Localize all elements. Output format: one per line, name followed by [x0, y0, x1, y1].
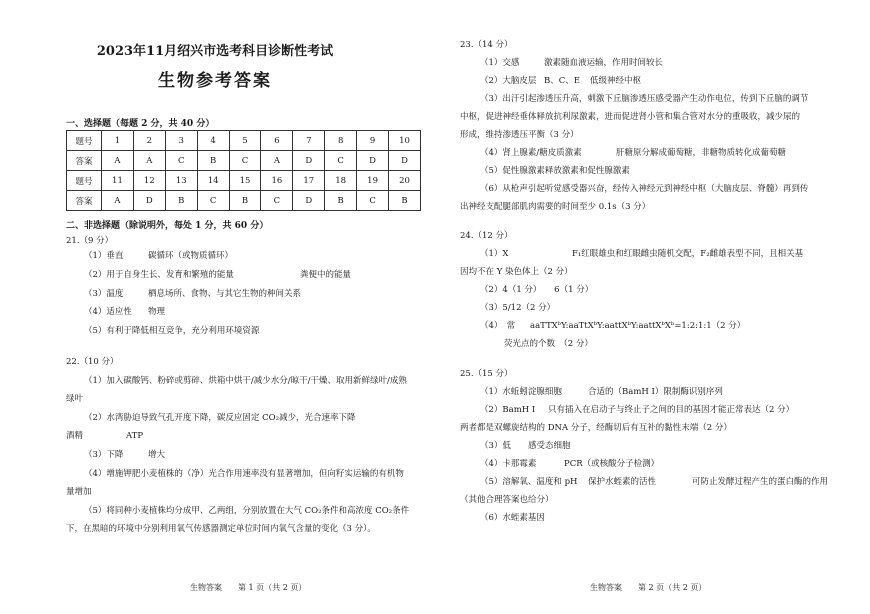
q21-1a: （1）垂直	[84, 251, 124, 261]
answer-table-cell: A	[133, 151, 165, 171]
answer-table-cell: 4	[197, 131, 229, 151]
answer-table-cell: 15	[229, 171, 261, 191]
answer-table-cell: C	[357, 191, 389, 211]
q23-5: （5）促性腺激素释放激素和促性腺激素	[480, 166, 630, 176]
answer-table-cell: D	[293, 151, 325, 171]
q25-2c: 两者都是双螺旋结构的 DNA 分子，经酶切后有互补的黏性末端（2 分）	[460, 423, 732, 433]
q21-3a: （3）温度	[84, 289, 124, 299]
answer-table-cell: 11	[102, 171, 134, 191]
section-nonchoice-heading: 二、非选择题（除说明外，每处 1 分，共 60 分）	[66, 221, 269, 231]
q22-heading: 22.（10 分）	[66, 357, 119, 367]
q23-6a: （6）从枪声引起听觉感受器兴奋，经传入神经元到神经中枢（大脑皮层、脊髓）再到传	[480, 184, 809, 194]
answer-table-cell: 7	[293, 131, 325, 151]
q23-3a: （3）出汗引起渗透压升高，刺激下丘脑渗透压感受器产生动作电位，传到下丘脑的调节	[480, 94, 809, 104]
q25-4b: PCR（或核酸分子检测）	[564, 459, 660, 469]
answer-table-cell: B	[165, 191, 197, 211]
answer-table-cell: 9	[357, 131, 389, 151]
q21-1b: 碳循环（或物质循环）	[148, 251, 234, 261]
answer-table-cell: D	[357, 151, 389, 171]
answer-table-cell: 18	[325, 171, 357, 191]
q23-1b: 激素随血液运输，作用时间较长	[544, 58, 664, 68]
q25-5c: 可防止发酵过程产生的蛋白酶的作用	[692, 477, 829, 487]
answer-table-cell: C	[229, 151, 261, 171]
q22-1b: 绿叶	[66, 394, 84, 404]
section-choice-heading: 一、选择题（每题 2 分，共 40 分）	[66, 119, 215, 129]
answer-table-cell: B	[389, 191, 421, 211]
left-page	[0, 0, 430, 614]
q23-2a: （2）大脑皮层	[480, 76, 537, 86]
answer-table-cell: A	[102, 151, 134, 171]
answer-table-cell: 10	[389, 131, 421, 151]
answer-table-cell: 19	[357, 171, 389, 191]
answer-table-cell: 6	[261, 131, 293, 151]
answer-table-cell: D	[293, 191, 325, 211]
q24-1b: F₁红眼雄虫和红眼雌虫随机交配，F₂雌雄表型不同，且相关基	[572, 249, 804, 259]
answer-table-cell: B	[197, 151, 229, 171]
q21-4b: 物理	[148, 307, 166, 317]
q21-2b: 粪便中的能量	[300, 270, 352, 280]
q22-3a: （3）下降	[84, 450, 124, 460]
answer-table-cell: 1	[102, 131, 134, 151]
q22-4b: 量增加	[66, 487, 92, 497]
answer-table-cell: D	[133, 191, 165, 211]
q22-4a: （4）增施钾肥小麦植株的（净）光合作用速率没有显著增加，但向籽实运输的有机物	[84, 469, 404, 479]
answer-table-row	[67, 191, 421, 211]
q25-5a: （5）溶解氧、温度和 pH	[480, 477, 578, 487]
q21-2a: （2）用于自身生长、发育和繁殖的能量	[84, 270, 234, 280]
q25-5b: 保护水蛭素的活性	[588, 477, 657, 487]
answer-table-cell: C	[165, 151, 197, 171]
q25-heading: 25.（15 分）	[460, 369, 513, 379]
answer-table-row-head: 答案	[67, 191, 102, 211]
q22-2a: （2）水湾胁迫导致气孔开度下降，碳反应固定 CO₂减少，光合速率下降	[84, 413, 356, 423]
right-page	[440, 0, 870, 614]
q23-4b: 肝糖原分解成葡萄糖，非糖物质转化成葡萄糖	[616, 148, 787, 158]
q25-2a: （2）BamH I	[480, 405, 536, 415]
page-footer-2: 生物答案 第 2 页（共 2 页）	[590, 583, 707, 592]
exam-title: 2023年11月绍兴市选考科目诊断性考试	[96, 44, 334, 59]
q23-4a: （4）肾上腺素/糖皮质激素	[480, 148, 582, 158]
q22-5b: 下，在黑暗的环境中分别利用氧气传感器测定单位时间内氧气含量的变化（3 分）。	[66, 524, 376, 534]
answer-table-row-head: 题号	[67, 171, 102, 191]
answer-table-cell: 16	[261, 171, 293, 191]
answer-table	[66, 130, 421, 211]
q23-3b: 中枢，促进神经垂体释放抗利尿激素，进而促进肾小管和集合管对水分的重吸收，减少尿的	[460, 112, 801, 122]
q25-4a: （4）卡那霉素	[480, 459, 537, 469]
q23-2c: 低级神经中枢	[590, 76, 642, 86]
q25-3a: （3）低	[480, 441, 511, 451]
answer-table-cell: C	[197, 191, 229, 211]
q22-2b: 酒精	[66, 431, 84, 441]
q24-1a: （1）X	[480, 249, 509, 259]
answer-table-row-head: 题号	[67, 131, 102, 151]
q24-heading: 24.（12 分）	[460, 231, 513, 241]
q23-1a: （1）交感	[480, 58, 520, 68]
answer-table-row	[67, 171, 421, 191]
answer-table-cell: 12	[133, 171, 165, 191]
answer-table-cell: 14	[197, 171, 229, 191]
answer-table-cell: A	[261, 151, 293, 171]
q25-5d: （其他合理答案也给分）	[460, 495, 554, 505]
q25-1b: 合适的（BamH I）限制酶识别序列	[588, 387, 723, 397]
q24-4c: 荧光点的个数 （2 分）	[504, 339, 593, 349]
answer-table-cell: B	[229, 191, 261, 211]
q21-4a: （4）适应性	[84, 307, 132, 317]
answer-table-cell: A	[102, 191, 134, 211]
answer-table-cell: C	[325, 151, 357, 171]
answer-table-cell: 2	[133, 131, 165, 151]
q24-4a: （4） 常	[480, 321, 516, 331]
answer-table-cell: 13	[165, 171, 197, 191]
answer-table-row-head: 答案	[67, 151, 102, 171]
q22-3b: 增大	[148, 450, 166, 460]
answer-table-cell: C	[261, 191, 293, 211]
q22-2c: ATP	[126, 431, 144, 441]
q23-2b: B、C、E	[544, 76, 580, 86]
answer-table-cell: 5	[229, 131, 261, 151]
q22-1a: （1）加入碳酸钙、粉碎或剪碎、烘箱中烘干/减少水分/晾干/干燥、取用新鲜绿叶/成熟	[84, 376, 407, 386]
q21-5: （5）有利于降低相互竞争，充分利用环境资源	[84, 326, 260, 336]
q23-heading: 23.（14 分）	[460, 40, 513, 50]
answer-table-cell: 17	[293, 171, 325, 191]
q21-heading: 21.（9 分）	[66, 236, 114, 246]
q22-5a: （5）将同种小麦植株均分成甲、乙两组，分别放置在大气 CO₂条件和高浓度 CO₂条件	[84, 506, 410, 516]
q25-1a: （1）水蚯蚓淀腺细胞	[480, 387, 562, 397]
q24-3: （3）5/12（2 分）	[480, 303, 556, 313]
page-footer-1: 生物答案 第 1 页（共 2 页）	[190, 583, 307, 592]
answer-table-cell: 3	[165, 131, 197, 151]
answer-table-row	[67, 151, 421, 171]
q23-3c: 形成，维持渗透压平衡（3 分）	[460, 130, 579, 140]
q21-3b: 栖息场所、食物、与其它生物的种间关系	[148, 289, 302, 299]
q24-1c: 因均不在 Y 染色体上（2 分）	[460, 267, 573, 277]
answer-table-cell: 20	[389, 171, 421, 191]
q23-6b: 出神经支配腿部肌肉需要的时间至少 0.1s（3 分）	[460, 202, 651, 212]
answer-table-cell: D	[389, 151, 421, 171]
q25-6: （6）水蛭素基因	[480, 513, 545, 523]
answer-table-row	[67, 131, 421, 151]
answer-table-cell: 8	[325, 131, 357, 151]
q24-2: （2）4（1 分） 6（1 分）	[480, 285, 594, 295]
q25-3b: 感受态细胞	[528, 441, 571, 451]
answer-table-cell: B	[325, 191, 357, 211]
answer-title: 生物参考答案	[158, 71, 272, 91]
q24-4b: aaTTXᵇY:aaTtXᵇY:aattXᵇY:aattXᵇXᵇ=1:2:1:1（2 分）	[530, 321, 746, 331]
q25-2b: 只有插入在启动子与终止子之间的目的基因才能正常表达（2 分）	[548, 405, 795, 415]
